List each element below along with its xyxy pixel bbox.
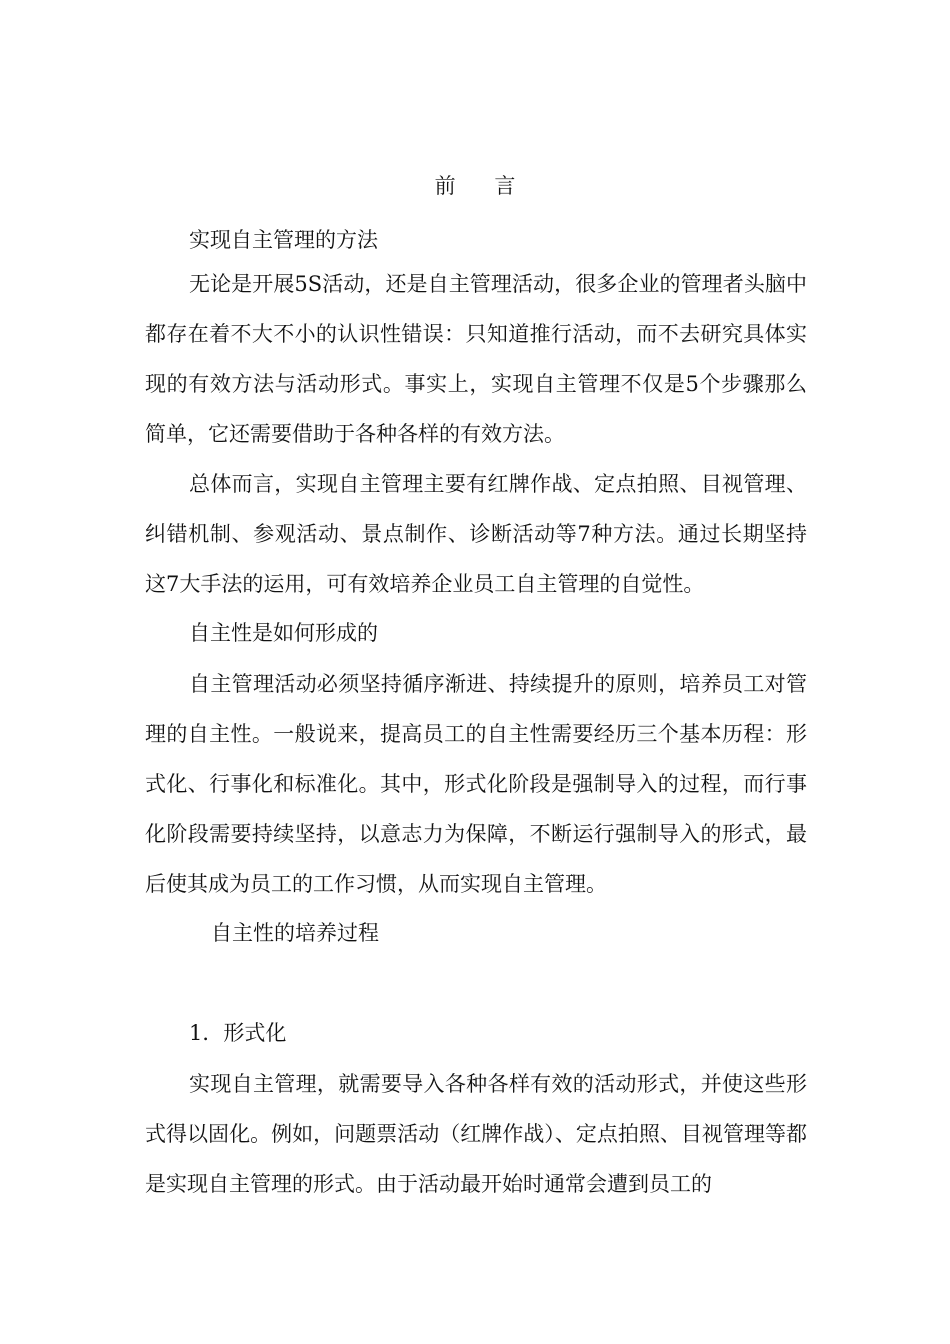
paragraph-1: 无论是开展5S活动，还是自主管理活动，很多企业的管理者头脑中都存在着不大不小的认识性错误：只知道推行活动，而不去研究具体实现的有效方法与活动形式。事实上，实现自主管理不仅是5个步骤那么简单，它还需要借助于各种各样的有效方法。	[145, 272, 807, 446]
section-heading-method: 实现自主管理的方法	[189, 228, 378, 252]
page-title: 前 言	[434, 174, 532, 198]
subheading-formalize: 1．形式化	[189, 1021, 287, 1045]
paragraph-4: 实现自主管理，就需要导入各种各样有效的活动形式，并使这些形式得以固化。例如，问题票活动（红牌作战）、定点拍照、目视管理等都是实现自主管理的形式。由于活动最开始时通常会遭到员工的	[145, 1072, 807, 1196]
paragraph-3: 自主管理活动必须坚持循序渐进、持续提升的原则，培养员工对管理的自主性。一般说来，提高员工的自主性需要经历三个基本历程：形式化、行事化和标准化。其中，形式化阶段是强制导入的过程，而行事化阶段需要持续坚持，以意志力为保障，不断运行强制导入的形式，最后使其成为员工的工作习惯，从而实现自主管理。	[145, 672, 807, 896]
section-heading-process: 自主性的培养过程	[211, 921, 379, 945]
section-heading-formation: 自主性是如何形成的	[189, 621, 378, 645]
paragraph-2: 总体而言，实现自主管理主要有红牌作战、定点拍照、目视管理、纠错机制、参观活动、景点制作、诊断活动等7种方法。通过长期坚持这7大手法的运用，可有效培养企业员工自主管理的自觉性。	[145, 472, 807, 596]
